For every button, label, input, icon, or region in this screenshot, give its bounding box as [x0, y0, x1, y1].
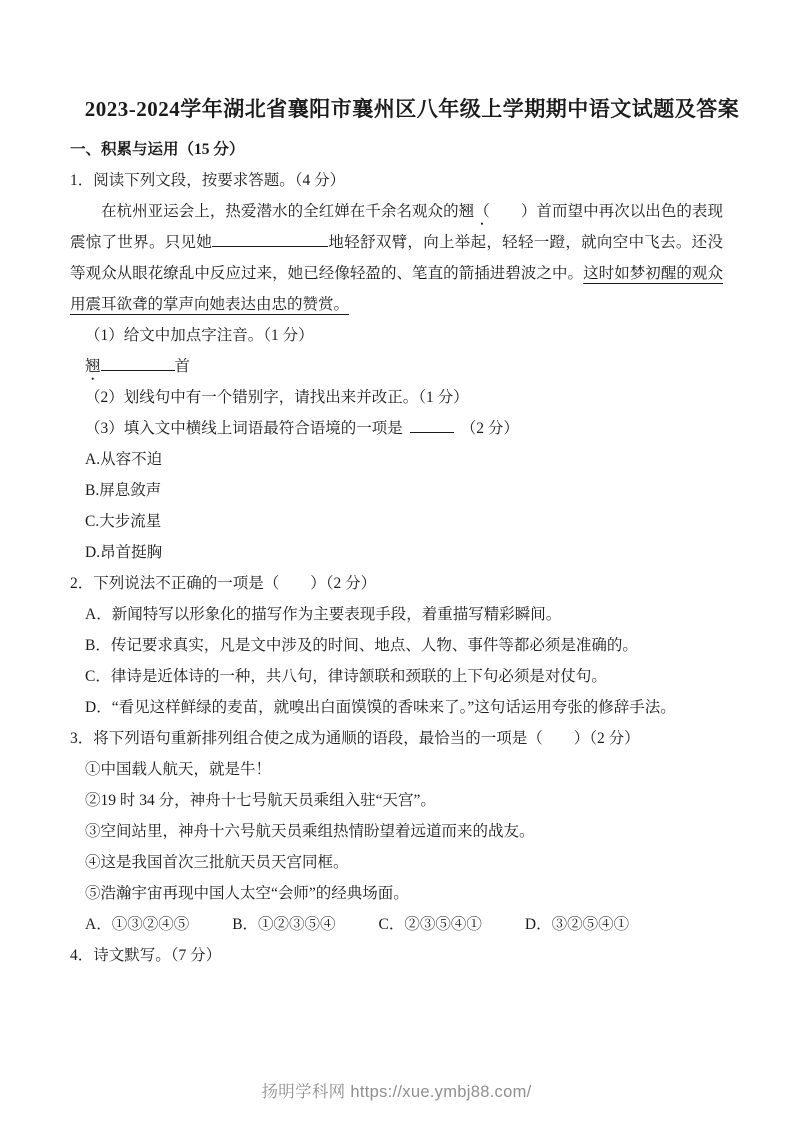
q1-passage	[70, 196, 723, 320]
underlined-sentence: 这时如梦初醒的观众用震耳欲聋的掌声向她表达由忠的赞赏。	[70, 265, 723, 313]
q2-option-b: B．传记要求真实，凡是文中涉及的时间、地点、人物、事件等都必须是准确的。	[85, 637, 638, 654]
section-heading: 一、积累与运用（15 分）	[70, 141, 245, 158]
q1-stem: 1．阅读下列文段，按要求答题。（4 分）	[70, 172, 346, 189]
passage-part1: 在杭州亚运会上，热爱潜水的全红婵在千余名观众的	[101, 203, 459, 220]
q3-answer-c: C．②③⑤④①	[378, 916, 482, 933]
page-title: 2023-2024学年湖北省襄阳市襄州区八年级上学期期中语文试题及答案	[84, 97, 740, 121]
q3-sentence-3: ③空间站里，神舟十六号航天员乘组热情盼望着远道而来的战友。	[85, 823, 535, 840]
dotted-char: 翘	[458, 203, 475, 220]
pinyin-blank-line	[101, 355, 175, 371]
q1-option-b: B.屏息敛声	[85, 482, 162, 499]
q1-sub1: （1）给文中加点字注音。（1 分）	[85, 327, 314, 344]
q3-answer-row	[70, 909, 723, 940]
q3-sentence-5: ⑤浩瀚宇宙再现中国人太空“会师”的经典场面。	[85, 885, 409, 902]
q1-option-a: A.从容不迫	[85, 451, 163, 468]
q2-option-a: A．新闻特写以形象化的描写作为主要表现手段，着重描写精彩瞬间。	[85, 606, 562, 623]
fill-blank-line	[212, 231, 328, 247]
q4-stem: 4．诗文默写。（7 分）	[70, 947, 222, 964]
q1-sub3	[70, 413, 723, 444]
q1-sub3-score: （2 分）	[460, 420, 519, 437]
watermark-footer: 扬明学科网 https://xue.ymbj88.com/	[261, 1083, 532, 1101]
q3-sentence-2: ②19 时 34 分，神舟十七号航天员乘组入驻“天宫”。	[85, 792, 436, 809]
q3-answer-b: B．①②③⑤④	[232, 916, 336, 933]
q1-sub3-text: （3）填入文中横线上词语最符合语境的一项是	[85, 420, 403, 437]
q2-option-c: C．律诗是近体诗的一种，共八句，律诗颔联和颈联的上下句必须是对仗句。	[85, 668, 607, 685]
q1-sub2: （2）划线句中有一个错别字，请找出来并改正。（1 分）	[85, 389, 469, 406]
passage-part2: （ ）首而望中再次以出色的表现震惊了世界。只见她	[70, 203, 723, 251]
q2-option-d: D．“看见这样鲜绿的麦苗，就嗅出白面馍馍的香味来了。”这句话运用夸张的修辞手法。	[85, 699, 676, 716]
q3-answer-d: D．③②⑤④①	[524, 916, 630, 933]
pinyin-char-right: 首	[174, 358, 191, 375]
passage-part3: 地轻舒双臂，向上举起，轻轻一蹬，就向空中飞去。还没等观众从眼花缭乱中反应过来，她已经像轻盈的、笔直的箭插进碧波之中。	[70, 234, 723, 282]
q3-sentence-4: ④这是我国首次三批航天员天宫同框。	[85, 854, 349, 871]
q3-stem: 3．将下列语句重新排列组合使之成为通顺的语段，最恰当的一项是（ ）（2 分）	[70, 730, 640, 747]
q3-sentence-1: ①中国载人航天，就是牛！	[85, 761, 272, 778]
q2-stem: 2．下列说法不正确的一项是（ ）（2 分）	[70, 575, 377, 592]
q3-answer-a: A．①③②④⑤	[85, 916, 190, 933]
q1-option-d: D.昂首挺胸	[85, 544, 163, 561]
q1-option-c: C.大步流星	[85, 513, 162, 530]
answer-blank-line	[410, 417, 454, 433]
q1-pinyin-row	[70, 351, 723, 382]
pinyin-char-left: 翘	[85, 358, 101, 375]
